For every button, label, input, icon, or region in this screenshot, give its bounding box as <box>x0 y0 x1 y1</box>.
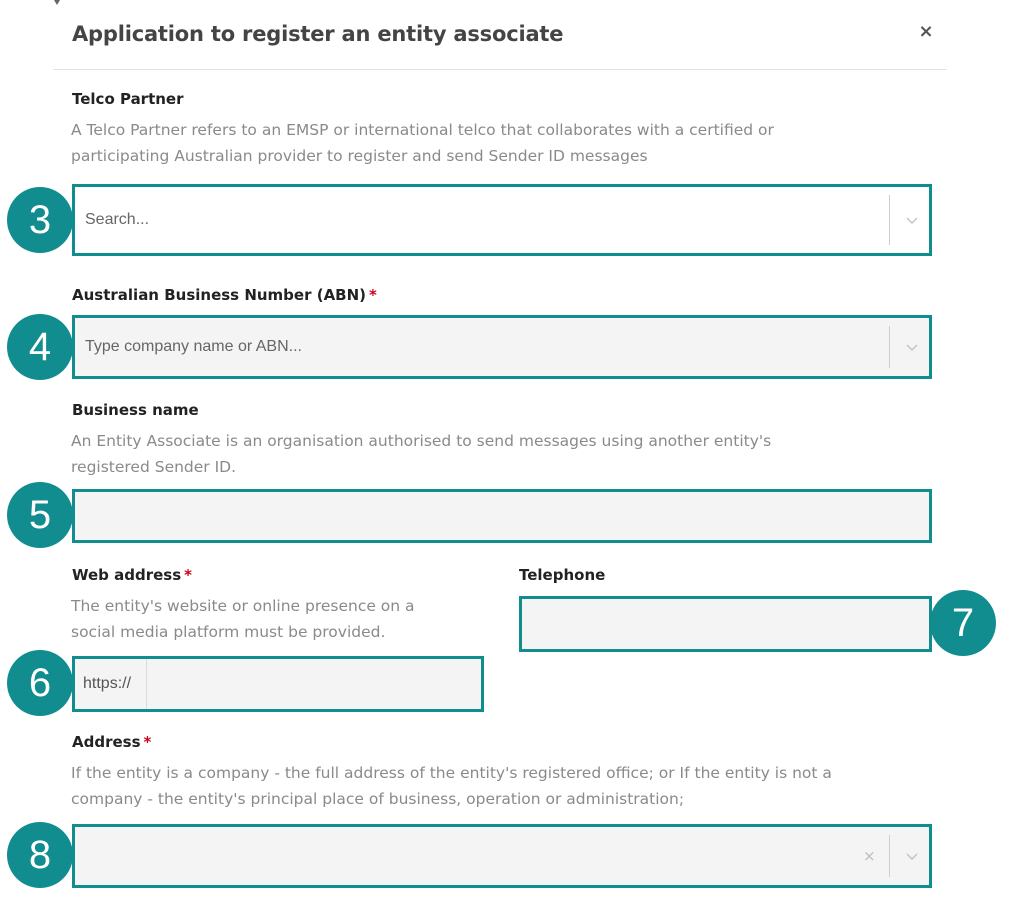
clear-icon[interactable]: × <box>863 847 876 865</box>
step-badge-7: 7 <box>930 590 996 656</box>
telco-partner-label: Telco Partner <box>72 90 184 108</box>
business-name-help-line-2: registered Sender ID. <box>71 458 237 476</box>
chevron-down-icon[interactable] <box>905 342 919 352</box>
business-name-input[interactable] <box>72 489 932 543</box>
telephone-input[interactable] <box>519 596 932 652</box>
select-separator <box>889 835 890 877</box>
address-label <box>72 733 151 751</box>
address-help <box>71 760 832 812</box>
modal-title: Application to register an entity associate <box>72 22 564 46</box>
abn-label-text: Australian Business Number (ABN) <box>72 286 367 304</box>
address-select[interactable] <box>72 824 932 888</box>
required-mark: * <box>369 286 377 304</box>
chevron-down-icon[interactable] <box>905 215 919 225</box>
step-badge-6: 6 <box>7 650 73 716</box>
required-mark: * <box>143 733 152 751</box>
step-badge-3: 3 <box>7 187 73 253</box>
required-mark: * <box>184 566 193 584</box>
business-name-label: Business name <box>72 401 199 419</box>
web-address-label <box>72 566 192 584</box>
telco-partner-select[interactable] <box>72 184 932 256</box>
telco-partner-placeholder: Search... <box>85 211 150 228</box>
telephone-label: Telephone <box>519 566 606 584</box>
web-address-input[interactable] <box>72 656 484 712</box>
select-separator <box>889 195 890 245</box>
abn-label <box>72 286 377 304</box>
step-badge-5: 5 <box>7 482 73 548</box>
step-badge-8: 8 <box>7 822 73 888</box>
chevron-down-icon[interactable] <box>905 851 919 861</box>
address-help-line-1: If the entity is a company - the full address of the entity's registered office; or If the entity is not a <box>71 764 832 782</box>
web-address-help-line-2: social media platform must be provided. <box>71 623 386 641</box>
step-badge-4: 4 <box>7 314 73 380</box>
cursor-fragment-icon <box>52 0 62 6</box>
web-address-label-text: Web address <box>72 566 182 584</box>
address-label-text: Address <box>72 733 141 751</box>
business-name-help <box>71 428 771 480</box>
telco-partner-help-line-2: participating Australian provider to register and send Sender ID messages <box>71 147 648 165</box>
abn-select[interactable] <box>72 315 932 379</box>
address-help-line-2: company - the entity's principal place of business, operation or administration; <box>71 790 685 808</box>
web-address-help-line-1: The entity's website or online presence on a <box>71 597 415 615</box>
https-prefix: https:// <box>75 659 147 709</box>
select-separator <box>889 326 890 368</box>
telco-partner-help <box>71 117 774 169</box>
telco-partner-help-line-1: A Telco Partner refers to an EMSP or international telco that collaborates with a certified or <box>71 121 774 139</box>
business-name-help-line-1: An Entity Associate is an organisation authorised to send messages using another entity's <box>71 432 772 450</box>
header-divider <box>53 69 947 70</box>
web-address-help <box>71 593 415 645</box>
abn-placeholder: Type company name or ABN... <box>85 338 302 355</box>
close-button[interactable]: × <box>918 21 934 42</box>
